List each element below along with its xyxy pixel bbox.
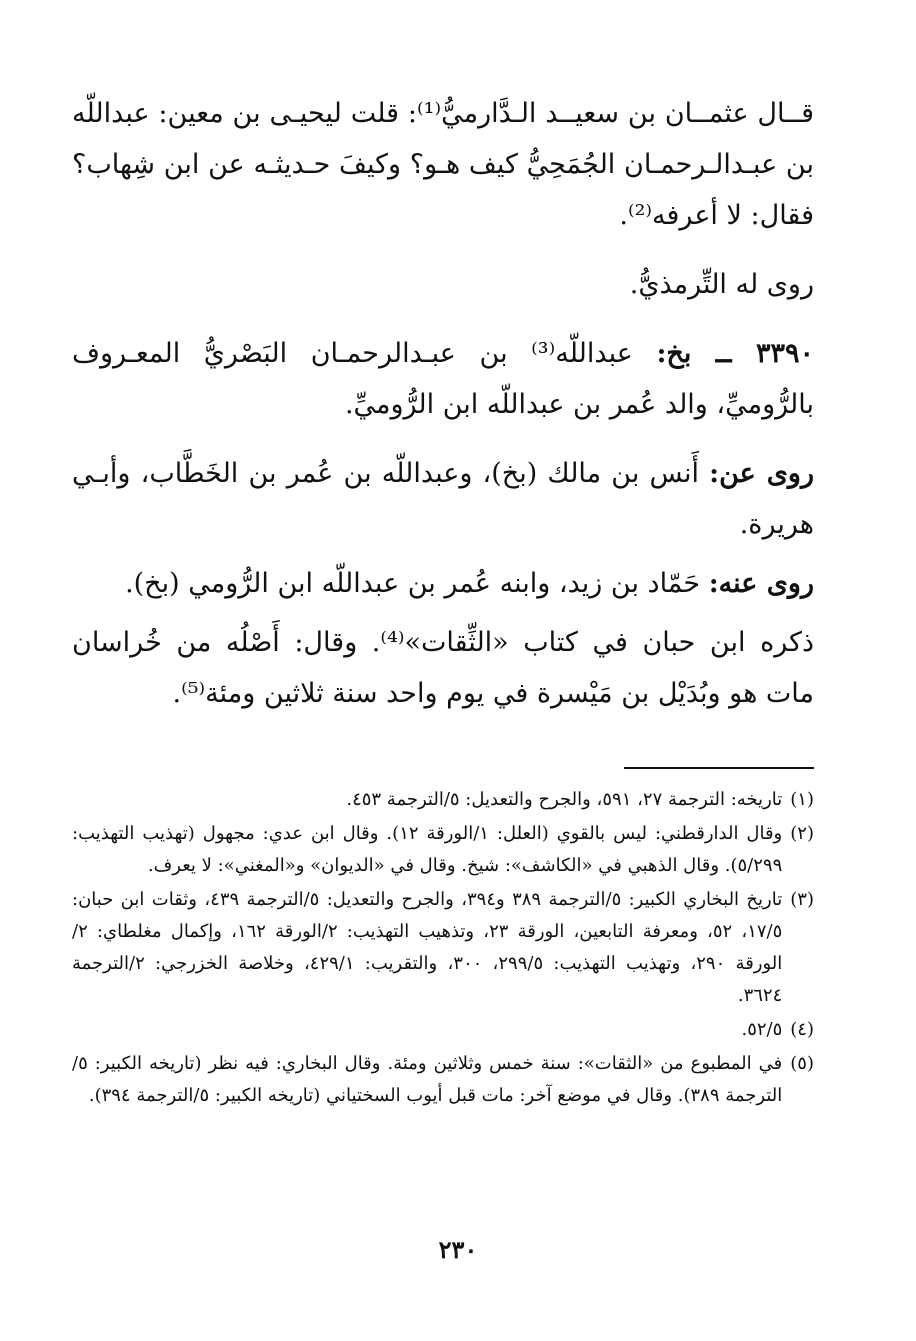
narrated-by-text: حَمّاد بن زيد، وابنه عُمر بن عبداللّه ابن الرُّومي (بخ). [125,568,701,599]
footnote-text: ٥٢/٥. [741,1019,783,1040]
narrated-by-label: روى عنه: [708,568,814,599]
entry-number: ٣٣٩٠ ــ بخ: [656,338,814,369]
footnote-text: في المطبوع من «الثقات»: سنة خمس وثلاثين ومئة. وقال البخاري: فيه نظر (تاريخه الكبير: ٥/الترجمة ٣٨٩). وقال في موضع آخر: مات قبل أيوب السختياني (تاريخه الكبير: ٥/الترجمة ٣٩٤). [72,1053,783,1106]
footnote-number: (٣) [790,889,814,910]
footnote-number: (٥) [790,1053,814,1074]
footnote [72,1048,814,1112]
paragraph-thiqat: ذكره ابن حبان في كتاب «الثِّقات»⁽⁴⁾. وقال: أَصْلُه من خُراسان مات هو وبُدَيْل بن مَيْسرة في يوم واحد سنة ثلاثين ومئة⁽⁵⁾. [72,627,814,709]
main-text [72,88,814,719]
footnote [72,1014,814,1046]
narrated-from [72,448,814,550]
footnote-number: (١) [790,789,814,810]
footnote-text: وقال الدارقطني: ليس بالقوي (العلل: ١/الورقة ١٢). وقال ابن عدي: مجهول (تهذيب التهذيب: ٥/٢٩٩). وقال الذهبي في «الكاشف»: شيخ. وقال في «الديوان» و«المغني»: لا يعرف. [72,823,783,876]
narrated-from-label: روى عن: [709,458,814,489]
footnote-number: (٢) [790,823,814,844]
footnote-text: تاريخ البخاري الكبير: ٥/الترجمة ٣٨٩ و٣٩٤، والجرح والتعديل: ٥/الترجمة ٤٣٩، وثقات ابن حبان: ١٧/٥، ٥٢، ومعرفة التابعين، الورقة ٢٣، وتذهيب التهذيب: ٢/الورقة ١٦٢، وإكمال مغلطاي: ٢/الورقة ٢٩٠، وتهذيب التهذيب: ٢٩٩/٥، ٣٠٠، والتقريب: ٤٢٩/١، وخلاصة الخزرجي: ٢/الترجمة ٣٦٢٤. [72,889,783,1006]
page-number: ٢٣٠ [438,1235,478,1264]
footnote [72,784,814,816]
footnote-number: (٤) [790,1019,814,1040]
entry-3390 [72,328,814,430]
footnote [72,884,814,1012]
narrated-by [72,558,814,609]
footnotes [72,784,814,1114]
footnote-text: تاريخه: الترجمة ٢٧، ٥٩١، والجرح والتعديل: ٥/الترجمة ٤٥٣. [346,789,783,810]
narrated-from-text: أَنس بن مالك (بخ)، وعبداللّه بن عُمر بن الخَطَّاب، وأبـي هريرة. [72,458,814,540]
paragraph-tirmidhi: روى له التِّرمذيُّ. [629,269,814,300]
paragraph-darimi: قــال عثمــان بن سعيــد الـدَّارميُّ⁽¹⁾: قلت ليحيـى بن معين: عبداللّه بن عبـدالـرحمـان الجُمَحِيُّ كيف هـو؟ وكيفَ حـديثـه عن ابن شِهاب؟ فقال: لا أعرفه⁽²⁾. [72,98,814,231]
entry-name: عبداللّه⁽³⁾ بن عبـدالرحمـان البَصْريُّ المعـروف بالرُّوميِّ، والد عُمر بن عبداللّه ابن الرُّوميِّ. [72,338,814,420]
footnote [72,818,814,882]
footnote-separator [72,767,814,769]
